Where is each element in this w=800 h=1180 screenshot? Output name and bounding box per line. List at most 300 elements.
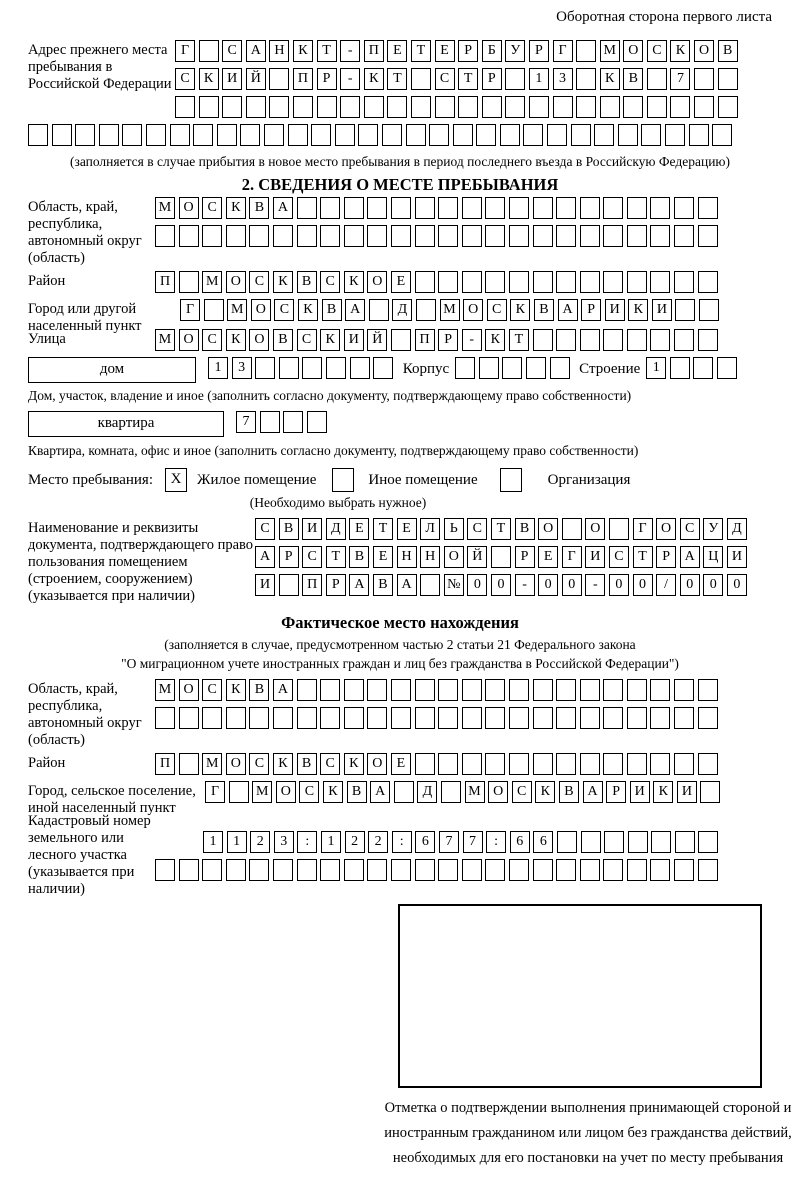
char-box[interactable]: И <box>255 574 275 596</box>
char-box[interactable] <box>367 679 387 701</box>
char-box[interactable]: С <box>302 546 322 568</box>
char-box[interactable] <box>462 707 482 729</box>
char-box[interactable] <box>226 707 246 729</box>
char-box[interactable]: Р <box>438 329 458 351</box>
char-box[interactable]: Е <box>435 40 455 62</box>
char-box[interactable]: Д <box>417 781 437 803</box>
char-box[interactable]: А <box>255 546 275 568</box>
char-box[interactable] <box>416 299 436 321</box>
char-box[interactable]: 1 <box>227 831 247 853</box>
char-box[interactable] <box>698 225 718 247</box>
char-box[interactable] <box>453 124 473 146</box>
char-box[interactable]: С <box>274 299 294 321</box>
char-box[interactable] <box>297 707 317 729</box>
char-box[interactable]: : <box>486 831 506 853</box>
char-box[interactable]: В <box>373 574 393 596</box>
char-box[interactable] <box>556 197 576 219</box>
char-box[interactable]: 3 <box>553 68 573 90</box>
char-box[interactable] <box>627 753 647 775</box>
char-box[interactable]: Е <box>387 40 407 62</box>
char-box[interactable]: 7 <box>670 68 690 90</box>
char-box[interactable]: К <box>226 197 246 219</box>
char-box[interactable] <box>650 329 670 351</box>
char-box[interactable] <box>438 679 458 701</box>
residence-checkbox-org[interactable] <box>500 468 522 492</box>
char-box[interactable] <box>122 124 142 146</box>
char-box[interactable]: С <box>297 329 317 351</box>
char-box[interactable] <box>462 197 482 219</box>
char-box[interactable] <box>699 299 719 321</box>
char-box[interactable]: И <box>302 518 322 540</box>
char-box[interactable]: К <box>226 329 246 351</box>
char-box[interactable]: В <box>279 518 299 540</box>
char-box[interactable] <box>288 124 308 146</box>
char-box[interactable] <box>283 411 303 433</box>
char-box[interactable] <box>603 225 623 247</box>
char-box[interactable]: : <box>392 831 412 853</box>
char-box[interactable]: М <box>465 781 485 803</box>
char-box[interactable] <box>391 707 411 729</box>
char-box[interactable] <box>202 707 222 729</box>
char-box[interactable]: С <box>299 781 319 803</box>
char-box[interactable] <box>462 225 482 247</box>
char-box[interactable]: Т <box>387 68 407 90</box>
char-box[interactable] <box>255 357 275 379</box>
char-box[interactable] <box>647 68 667 90</box>
char-box[interactable] <box>462 859 482 881</box>
char-box[interactable]: Й <box>467 546 487 568</box>
char-box[interactable] <box>509 225 529 247</box>
char-box[interactable]: 1 <box>208 357 228 379</box>
char-box[interactable]: Г <box>205 781 225 803</box>
char-box[interactable] <box>556 707 576 729</box>
char-box[interactable] <box>438 707 458 729</box>
char-box[interactable] <box>571 124 591 146</box>
char-box[interactable] <box>712 124 732 146</box>
char-box[interactable] <box>320 225 340 247</box>
char-box[interactable] <box>670 96 690 118</box>
char-box[interactable] <box>344 225 364 247</box>
char-box[interactable] <box>462 679 482 701</box>
char-box[interactable] <box>604 831 624 853</box>
char-box[interactable]: Т <box>317 40 337 62</box>
char-box[interactable] <box>533 679 553 701</box>
char-box[interactable] <box>580 859 600 881</box>
char-box[interactable] <box>533 859 553 881</box>
char-box[interactable]: Т <box>633 546 653 568</box>
char-box[interactable] <box>320 197 340 219</box>
char-box[interactable]: - <box>585 574 605 596</box>
char-box[interactable] <box>603 197 623 219</box>
char-box[interactable]: А <box>583 781 603 803</box>
char-box[interactable] <box>509 753 529 775</box>
char-box[interactable]: Р <box>529 40 549 62</box>
char-box[interactable] <box>627 859 647 881</box>
char-box[interactable]: К <box>273 271 293 293</box>
char-box[interactable]: С <box>647 40 667 62</box>
char-box[interactable] <box>391 859 411 881</box>
char-box[interactable] <box>429 124 449 146</box>
char-box[interactable] <box>146 124 166 146</box>
char-box[interactable]: 0 <box>491 574 511 596</box>
char-box[interactable]: М <box>227 299 247 321</box>
char-box[interactable] <box>415 271 435 293</box>
char-box[interactable]: К <box>364 68 384 90</box>
char-box[interactable] <box>462 271 482 293</box>
char-box[interactable]: Е <box>397 518 417 540</box>
char-box[interactable] <box>650 707 670 729</box>
char-box[interactable] <box>326 357 346 379</box>
char-box[interactable] <box>485 859 505 881</box>
char-box[interactable]: О <box>623 40 643 62</box>
char-box[interactable]: О <box>694 40 714 62</box>
char-box[interactable] <box>650 197 670 219</box>
char-box[interactable]: 0 <box>633 574 653 596</box>
char-box[interactable] <box>698 679 718 701</box>
char-box[interactable] <box>415 197 435 219</box>
char-box[interactable] <box>293 96 313 118</box>
char-box[interactable] <box>441 781 461 803</box>
char-box[interactable]: Г <box>562 546 582 568</box>
char-box[interactable] <box>249 859 269 881</box>
char-box[interactable] <box>618 124 638 146</box>
char-box[interactable] <box>420 574 440 596</box>
char-box[interactable] <box>627 329 647 351</box>
char-box[interactable] <box>99 124 119 146</box>
char-box[interactable]: В <box>347 781 367 803</box>
char-box[interactable] <box>580 271 600 293</box>
char-box[interactable] <box>476 124 496 146</box>
char-box[interactable]: С <box>202 197 222 219</box>
char-box[interactable]: С <box>320 753 340 775</box>
char-box[interactable] <box>675 299 695 321</box>
char-box[interactable] <box>387 96 407 118</box>
char-box[interactable] <box>199 40 219 62</box>
char-box[interactable]: 0 <box>703 574 723 596</box>
char-box[interactable] <box>562 518 582 540</box>
char-box[interactable] <box>279 574 299 596</box>
char-box[interactable] <box>391 197 411 219</box>
char-box[interactable]: С <box>202 679 222 701</box>
char-box[interactable]: В <box>297 753 317 775</box>
char-box[interactable] <box>297 679 317 701</box>
char-box[interactable]: 2 <box>250 831 270 853</box>
char-box[interactable] <box>260 411 280 433</box>
char-box[interactable] <box>367 707 387 729</box>
char-box[interactable]: О <box>251 299 271 321</box>
char-box[interactable]: А <box>558 299 578 321</box>
char-box[interactable]: А <box>273 197 293 219</box>
char-box[interactable] <box>689 124 709 146</box>
char-box[interactable] <box>580 329 600 351</box>
char-box[interactable] <box>273 225 293 247</box>
char-box[interactable]: С <box>467 518 487 540</box>
char-box[interactable] <box>179 271 199 293</box>
char-box[interactable] <box>297 197 317 219</box>
char-box[interactable] <box>273 707 293 729</box>
char-box[interactable]: Н <box>269 40 289 62</box>
char-box[interactable]: И <box>677 781 697 803</box>
char-box[interactable]: И <box>585 546 605 568</box>
char-box[interactable]: Р <box>326 574 346 596</box>
char-box[interactable]: А <box>273 679 293 701</box>
char-box[interactable] <box>533 197 553 219</box>
char-box[interactable]: Е <box>373 546 393 568</box>
char-box[interactable] <box>382 124 402 146</box>
char-box[interactable] <box>279 357 299 379</box>
char-box[interactable]: С <box>249 753 269 775</box>
char-box[interactable]: О <box>179 679 199 701</box>
char-box[interactable] <box>580 753 600 775</box>
char-box[interactable]: Г <box>633 518 653 540</box>
char-box[interactable] <box>229 781 249 803</box>
char-box[interactable] <box>533 707 553 729</box>
char-box[interactable] <box>698 197 718 219</box>
char-box[interactable] <box>650 271 670 293</box>
residence-checkbox-inoe[interactable] <box>332 468 354 492</box>
char-box[interactable] <box>411 68 431 90</box>
char-box[interactable] <box>391 679 411 701</box>
char-box[interactable] <box>675 831 695 853</box>
char-box[interactable] <box>641 124 661 146</box>
char-box[interactable] <box>155 225 175 247</box>
char-box[interactable]: Е <box>391 271 411 293</box>
char-box[interactable]: - <box>515 574 535 596</box>
char-box[interactable]: О <box>585 518 605 540</box>
char-box[interactable] <box>509 859 529 881</box>
char-box[interactable]: В <box>623 68 643 90</box>
char-box[interactable] <box>438 753 458 775</box>
char-box[interactable] <box>526 357 546 379</box>
char-box[interactable]: А <box>397 574 417 596</box>
char-box[interactable]: С <box>609 546 629 568</box>
char-box[interactable] <box>556 679 576 701</box>
char-box[interactable] <box>394 781 414 803</box>
char-box[interactable]: 1 <box>321 831 341 853</box>
char-box[interactable]: М <box>600 40 620 62</box>
char-box[interactable]: С <box>512 781 532 803</box>
char-box[interactable] <box>199 96 219 118</box>
char-box[interactable]: Г <box>553 40 573 62</box>
char-box[interactable] <box>576 96 596 118</box>
char-box[interactable]: О <box>538 518 558 540</box>
char-box[interactable] <box>694 68 714 90</box>
char-box[interactable]: 2 <box>368 831 388 853</box>
char-box[interactable] <box>580 707 600 729</box>
char-box[interactable]: К <box>199 68 219 90</box>
char-box[interactable] <box>627 197 647 219</box>
char-box[interactable] <box>509 707 529 729</box>
char-box[interactable] <box>249 707 269 729</box>
char-box[interactable] <box>435 96 455 118</box>
char-box[interactable]: 0 <box>467 574 487 596</box>
char-box[interactable]: Ц <box>703 546 723 568</box>
char-box[interactable] <box>556 753 576 775</box>
char-box[interactable] <box>320 679 340 701</box>
char-box[interactable] <box>556 225 576 247</box>
char-box[interactable]: В <box>559 781 579 803</box>
char-box[interactable]: П <box>155 271 175 293</box>
char-box[interactable]: Т <box>411 40 431 62</box>
char-box[interactable]: 3 <box>274 831 294 853</box>
char-box[interactable] <box>485 679 505 701</box>
char-box[interactable]: Ь <box>444 518 464 540</box>
char-box[interactable]: П <box>415 329 435 351</box>
char-box[interactable]: 3 <box>232 357 252 379</box>
char-box[interactable] <box>650 753 670 775</box>
char-box[interactable]: - <box>340 68 360 90</box>
char-box[interactable]: М <box>155 197 175 219</box>
char-box[interactable]: С <box>320 271 340 293</box>
char-box[interactable] <box>509 271 529 293</box>
char-box[interactable] <box>358 124 378 146</box>
char-box[interactable] <box>550 357 570 379</box>
char-box[interactable]: О <box>488 781 508 803</box>
char-box[interactable] <box>609 518 629 540</box>
char-box[interactable]: 6 <box>510 831 530 853</box>
char-box[interactable]: К <box>273 753 293 775</box>
char-box[interactable]: 0 <box>538 574 558 596</box>
char-box[interactable] <box>415 225 435 247</box>
char-box[interactable] <box>202 225 222 247</box>
char-box[interactable]: К <box>653 781 673 803</box>
char-box[interactable] <box>557 831 577 853</box>
char-box[interactable] <box>367 859 387 881</box>
char-box[interactable]: О <box>367 271 387 293</box>
char-box[interactable]: С <box>222 40 242 62</box>
char-box[interactable]: О <box>656 518 676 540</box>
char-box[interactable]: М <box>155 679 175 701</box>
char-box[interactable]: 7 <box>236 411 256 433</box>
char-box[interactable]: К <box>293 40 313 62</box>
char-box[interactable] <box>367 225 387 247</box>
char-box[interactable]: У <box>703 518 723 540</box>
char-box[interactable] <box>340 96 360 118</box>
char-box[interactable] <box>240 124 260 146</box>
char-box[interactable]: Й <box>367 329 387 351</box>
char-box[interactable] <box>406 124 426 146</box>
char-box[interactable]: 1 <box>529 68 549 90</box>
char-box[interactable] <box>155 707 175 729</box>
char-box[interactable]: С <box>487 299 507 321</box>
char-box[interactable] <box>717 357 737 379</box>
char-box[interactable] <box>674 707 694 729</box>
char-box[interactable]: А <box>345 299 365 321</box>
char-box[interactable] <box>693 357 713 379</box>
char-box[interactable]: К <box>344 271 364 293</box>
char-box[interactable]: С <box>680 518 700 540</box>
char-box[interactable] <box>628 831 648 853</box>
char-box[interactable]: Г <box>175 40 195 62</box>
char-box[interactable] <box>204 299 224 321</box>
char-box[interactable]: Р <box>656 546 676 568</box>
char-box[interactable] <box>603 859 623 881</box>
char-box[interactable] <box>438 197 458 219</box>
char-box[interactable] <box>718 68 738 90</box>
char-box[interactable]: К <box>323 781 343 803</box>
char-box[interactable]: Г <box>180 299 200 321</box>
char-box[interactable] <box>226 225 246 247</box>
char-box[interactable] <box>179 225 199 247</box>
char-box[interactable]: Т <box>491 518 511 540</box>
char-box[interactable] <box>217 124 237 146</box>
char-box[interactable] <box>485 197 505 219</box>
char-box[interactable] <box>505 96 525 118</box>
char-box[interactable]: В <box>322 299 342 321</box>
char-box[interactable]: - <box>340 40 360 62</box>
char-box[interactable] <box>391 329 411 351</box>
char-box[interactable] <box>674 329 694 351</box>
char-box[interactable]: К <box>226 679 246 701</box>
char-box[interactable]: Р <box>317 68 337 90</box>
char-box[interactable]: И <box>727 546 747 568</box>
char-box[interactable] <box>603 679 623 701</box>
char-box[interactable] <box>650 859 670 881</box>
char-box[interactable]: В <box>249 197 269 219</box>
char-box[interactable] <box>627 271 647 293</box>
char-box[interactable]: М <box>202 271 222 293</box>
char-box[interactable] <box>533 753 553 775</box>
char-box[interactable] <box>226 859 246 881</box>
char-box[interactable]: Р <box>482 68 502 90</box>
char-box[interactable] <box>438 225 458 247</box>
char-box[interactable] <box>482 96 502 118</box>
char-box[interactable]: В <box>534 299 554 321</box>
char-box[interactable] <box>438 859 458 881</box>
char-box[interactable]: В <box>249 679 269 701</box>
char-box[interactable] <box>373 357 393 379</box>
char-box[interactable] <box>297 859 317 881</box>
char-box[interactable] <box>718 96 738 118</box>
char-box[interactable] <box>28 124 48 146</box>
char-box[interactable]: Р <box>515 546 535 568</box>
char-box[interactable] <box>52 124 72 146</box>
char-box[interactable] <box>246 96 266 118</box>
char-box[interactable] <box>627 225 647 247</box>
char-box[interactable] <box>594 124 614 146</box>
char-box[interactable] <box>502 357 522 379</box>
char-box[interactable]: К <box>344 753 364 775</box>
char-box[interactable] <box>674 859 694 881</box>
char-box[interactable] <box>479 357 499 379</box>
char-box[interactable]: И <box>605 299 625 321</box>
char-box[interactable] <box>179 753 199 775</box>
char-box[interactable] <box>391 225 411 247</box>
char-box[interactable] <box>509 679 529 701</box>
char-box[interactable] <box>222 96 242 118</box>
char-box[interactable]: М <box>155 329 175 351</box>
char-box[interactable] <box>273 859 293 881</box>
char-box[interactable]: М <box>440 299 460 321</box>
char-box[interactable] <box>344 679 364 701</box>
char-box[interactable]: Й <box>246 68 266 90</box>
char-box[interactable]: 0 <box>727 574 747 596</box>
char-box[interactable] <box>249 225 269 247</box>
char-box[interactable]: Н <box>420 546 440 568</box>
char-box[interactable]: С <box>175 68 195 90</box>
char-box[interactable]: О <box>179 329 199 351</box>
char-box[interactable]: 1 <box>203 831 223 853</box>
char-box[interactable]: № <box>444 574 464 596</box>
char-box[interactable] <box>367 197 387 219</box>
char-box[interactable] <box>415 753 435 775</box>
char-box[interactable]: В <box>297 271 317 293</box>
char-box[interactable]: О <box>444 546 464 568</box>
char-box[interactable]: 7 <box>463 831 483 853</box>
char-box[interactable] <box>698 831 718 853</box>
residence-checkbox-zhiloe[interactable]: X <box>165 468 187 492</box>
char-box[interactable]: П <box>302 574 322 596</box>
